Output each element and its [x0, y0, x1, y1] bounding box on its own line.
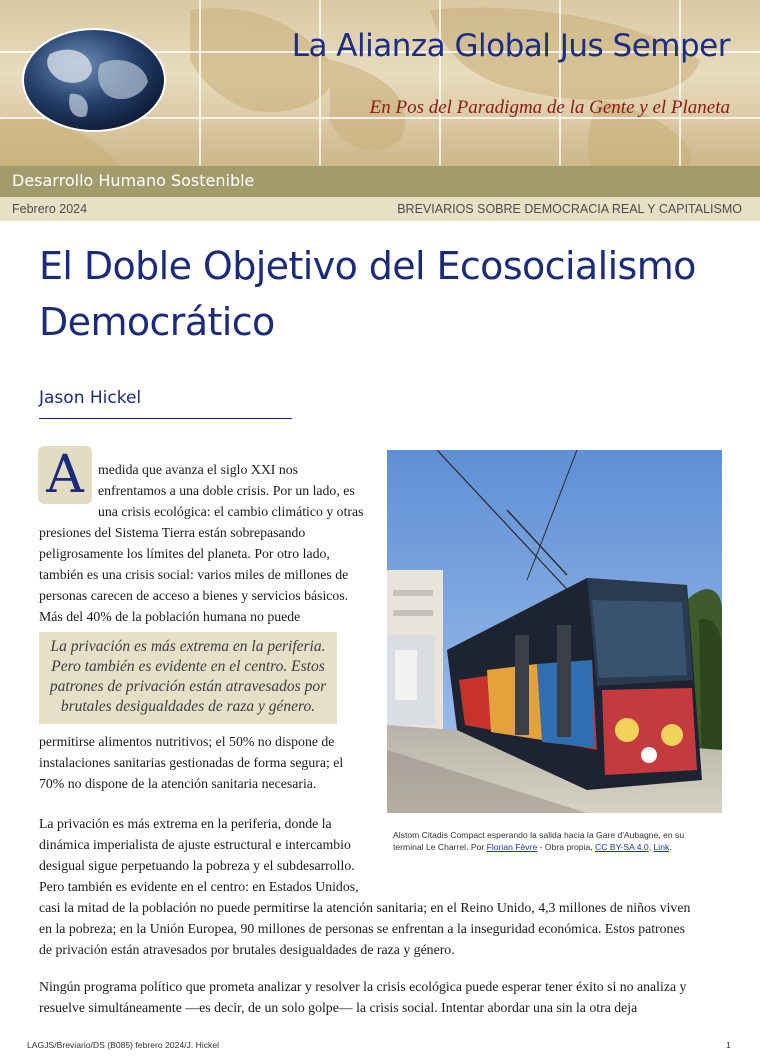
article-title-line: El Doble Objetivo del Ecosocialismo: [39, 244, 696, 288]
text-line: presiones del Sistema Tierra están sobrepasando: [39, 525, 306, 540]
text-line: de privación están atravesados por brutales desigualdades de raza y género.: [39, 942, 455, 957]
paragraph-deprivation-wide: [39, 897, 739, 960]
text-line: en la pobreza; en la Unión Europea, 90 millones de personas se enfrentan a la inseguridad económica. Estos patrones: [39, 921, 685, 936]
text-line: instalaciones sanitarias gestionadas de forma segura; el: [39, 755, 344, 770]
issue-date: Febrero 2024: [12, 202, 88, 216]
text-line: resuelve simultáneamente —es decir, de un solo golpe— la crisis social. Intentar abordar una sin la otra deja: [39, 1000, 638, 1015]
meta-bar: [0, 197, 760, 221]
text-line: enfrentamos a una doble crisis. Por un lado, es: [98, 483, 355, 498]
text-line: Pero también es evidente en el centro: en Estados Unidos,: [39, 879, 359, 894]
paragraph-deprivation: [39, 813, 384, 897]
paragraph-intro-cont: [39, 522, 379, 627]
quote-line: patrones de privación están atravesados por: [49, 678, 327, 695]
caption-license-link[interactable]: CC BY-SA 4.0: [595, 842, 649, 852]
site-subtitle: En Pos del Paradigma de la Gente y el Planeta: [369, 97, 730, 118]
paragraph-political-program: [39, 976, 739, 1018]
text-line: medida que avanza el siglo XXI nos: [98, 462, 298, 477]
text-line: 70% no dispone de la atención sanitaria necesaria.: [39, 776, 317, 791]
tram-photo: [387, 450, 722, 813]
article-title: [39, 238, 739, 350]
text-line: una crisis ecológica: el cambio climático y otras: [98, 504, 364, 519]
caption-source-link[interactable]: Link: [653, 842, 670, 852]
section-label: Desarrollo Humano Sostenible: [12, 171, 255, 190]
text-line: casi la mitad de la población no puede permitirse la atención sanitaria; en el Reino Unido, 4,3 millones de niños viven: [39, 900, 691, 915]
pull-quote: [39, 632, 337, 724]
caption-text: terminal Le Charrel. Por: [393, 842, 487, 852]
text-line: desigual sigue perpetuando la pobreza y el subdesarrollo.: [39, 858, 355, 873]
site-banner: [0, 0, 760, 166]
quote-line: brutales desigualdades de raza y género.: [60, 698, 316, 715]
quote-line: Pero también es evidente en el centro. Estos: [51, 658, 325, 675]
caption-text: ,: [648, 842, 654, 852]
caption-text: Alstom Citadis Compact esperando la salida hacia la Gare d'Aubagne, en su: [393, 830, 685, 840]
footer-reference: LAGJS/Breviario/DS (B085) febrero 2024/J. Hickel: [27, 1040, 220, 1050]
text-line: permitirse alimentos nutritivos; el 50% no dispone de: [39, 734, 335, 749]
globe-icon: [20, 24, 168, 134]
text-line: Ningún programa político que prometa analizar y resolver la crisis ecológica puede esperar tener éxito si no analiza y: [39, 979, 687, 994]
paragraph-intro-end: [39, 731, 379, 794]
text-line: peligrosamente los límites del planeta. Por otro lado,: [39, 546, 330, 561]
author-divider: [39, 418, 292, 419]
drop-cap: A: [38, 446, 92, 504]
paragraph-intro: [98, 459, 378, 522]
photo-caption: [393, 829, 723, 853]
text-line: también es una crisis social: varios miles de millones de: [39, 567, 349, 582]
quote-line: La privación es más extrema en la periferia.: [50, 638, 326, 655]
text-line: dinámica imperialista de ajuste estructural e intercambio: [39, 837, 351, 852]
page-number: 1: [726, 1040, 731, 1050]
text-line: Más del 40% de la población humana no puede: [39, 609, 301, 624]
caption-author-link[interactable]: Florian Fèvre: [486, 842, 538, 852]
text-line: personas carecen de acceso a bienes y servicios básicos.: [39, 588, 349, 603]
article-title-line: Democrático: [39, 300, 275, 344]
text-line: La privación es más extrema en la periferia, donde la: [39, 816, 332, 831]
section-bar: [0, 166, 760, 197]
series-name: BREVIARIOS SOBRE DEMOCRACIA REAL Y CAPITALISMO: [397, 202, 742, 216]
caption-text: - Obra propia,: [537, 842, 596, 852]
site-title: La Alianza Global Jus Semper: [291, 28, 730, 64]
author-name: Jason Hickel: [39, 388, 142, 408]
caption-text: .: [669, 842, 672, 852]
